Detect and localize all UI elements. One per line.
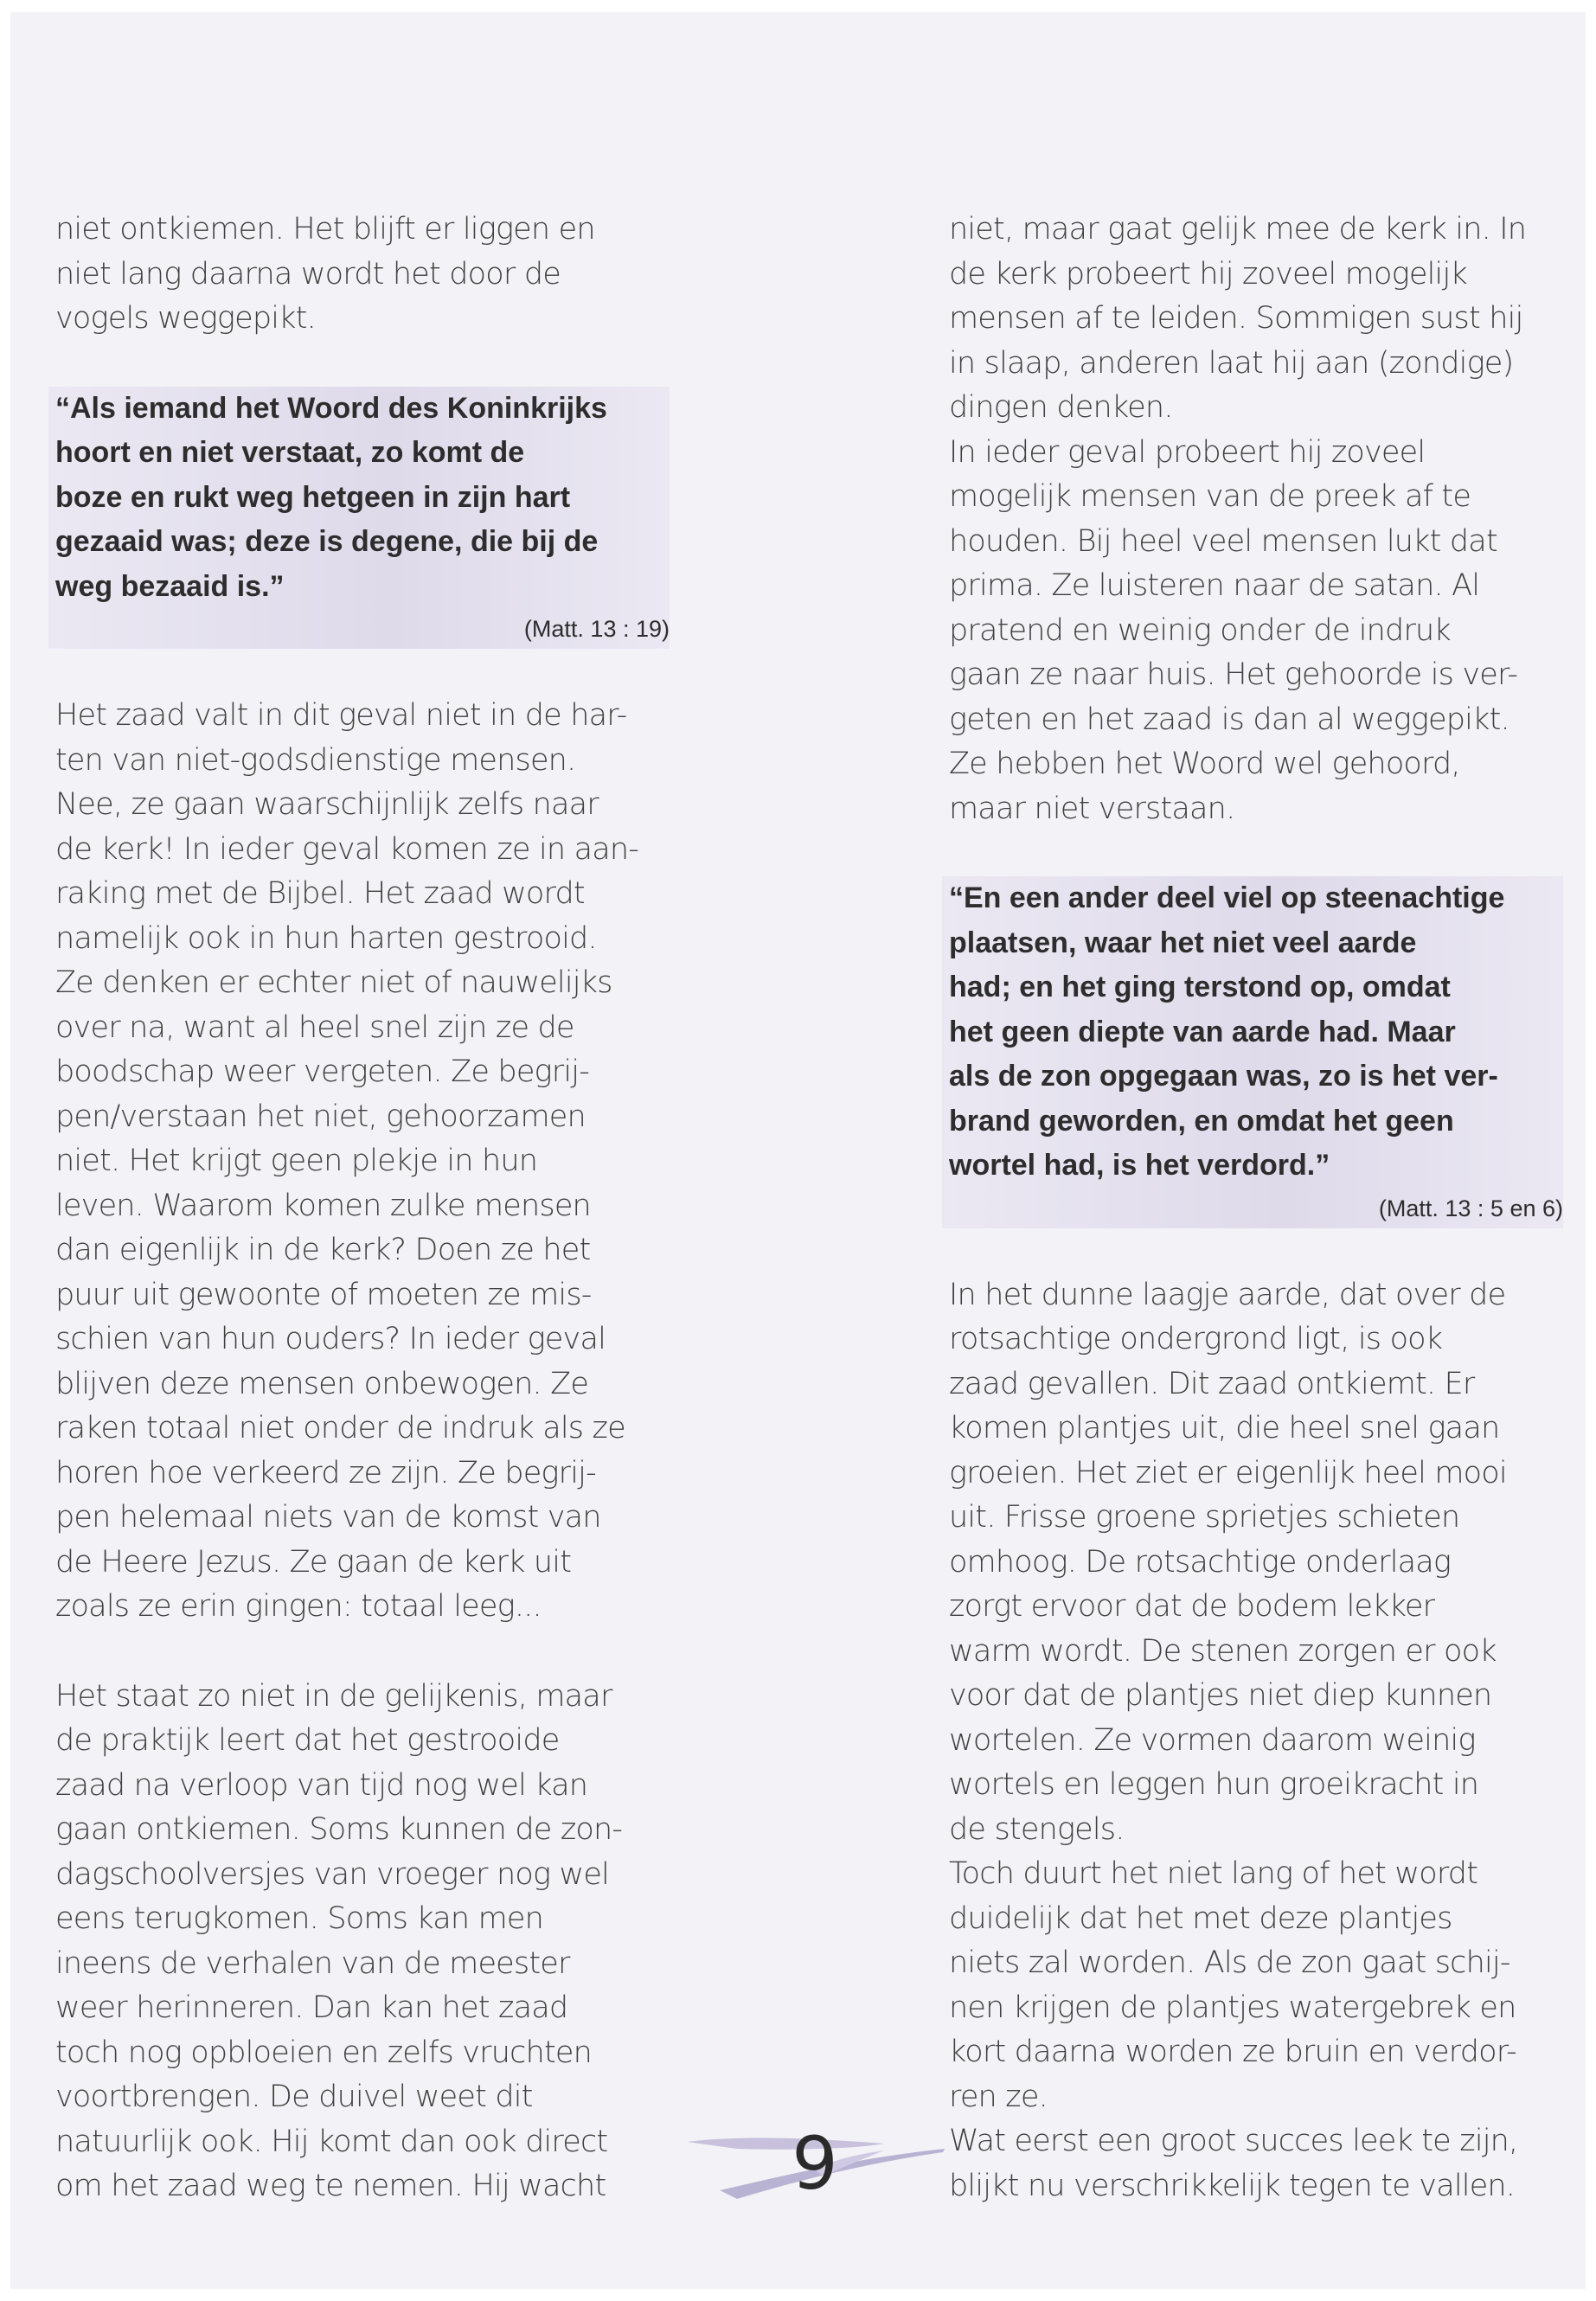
page-number-badge [685, 2121, 945, 2208]
bible-quote-text: “Als iemand het Woord des Koninkrijks hoort en niet verstaat, zo komt de boze en rukt weg hetgeen in zijn hart gezaaid was; deze is degene, die bij de weg bezaaid is.” [55, 391, 607, 603]
bible-quote-reference: (Matt. 13 : 5 en 6) [1378, 1195, 1563, 1221]
spacer [55, 649, 661, 694]
spacer [55, 1630, 661, 1675]
spacer [55, 342, 661, 387]
left-column [55, 208, 670, 2209]
bible-quote-reference: (Matt. 13 : 19) [523, 616, 670, 642]
left-paragraph-3: Het staat zo niet in de gelijkenis, maar de praktijk leert dat het gestrooide zaad na verloop van tijd nog wel kan gaan ontkiemen. Soms kunnen de zon- dagschoolversjes van vroeger nog wel eens terugkomen. Soms kan men ineens de verhalen van de meester weer herinneren. Dan kan het zaad toch nog opbloeien en zelfs vruchten voortbrengen. De duivel weet dit natuurlijk ook. Hij komt dan ook direct om het zaad weg te nemen. Hij wacht [55, 1678, 623, 2203]
right-paragraph-1: niet, maar gaat gelijk mee de kerk in. In de kerk probeert hij zoveel mogelijk mensen af te leiden. Sommigen sust hij in slaap, anderen laat hij aan (zondige) dingen denken. In ieder geval probeert hij zoveel mogelijk mensen van de preek af te houden. Bij heel veel mensen lukt dat prima. Ze luisteren naar de satan. Al pratend en weinig onder de indruk gaan ze naar huis. Het gehoorde is ver- geten en het zaad is dan al weggepikt. Ze hebben het Woord wel gehoord, maar niet verstaan. [949, 212, 1527, 826]
right-paragraph-2: In het dunne laagje aarde, dat over de rotsachtige ondergrond ligt, is ook zaad gevallen. Dit zaad ontkiemt. Er komen plantjes uit, die heel snel gaan groeien. Het ziet er eigenlijk heel mooi uit. Frisse groene sprietjes schieten omhoog. De rotsachtige onderlaag zorgt ervoor dat de bodem lekker warm wordt. De stenen zorgen er ook voor dat de plantjes niet diep kunnen wortelen. Ze vormen daarom weinig wortels en leggen hun groeikracht in de stengels. Toch duurt het niet lang of het wordt duidelijk dat het met deze plantjes niets zal worden. Als de zon gaat schij- nen krijgen de plantjes watergebrek en kort daarna worden ze bruin en verdor- ren ze. Wat eerst een groot succes leek te zijn, blijkt nu verschrikkelijk tegen te vallen. [949, 1277, 1518, 2203]
page [10, 12, 1586, 2289]
right-column [949, 208, 1563, 2208]
page-number: 9 [792, 2121, 838, 2206]
left-paragraph-1: niet ontkiemen. Het blijft er liggen en niet lang daarna wordt het door de vogels weggepikt. [55, 212, 595, 336]
spacer [949, 1228, 1554, 1273]
bible-quote-text: “En een ander deel viel op steenachtige plaatsen, waar het niet veel aarde had; en het ging terstond op, omdat het geen diepte van aarde had. Maar als de zon opgegaan was, zo is het ver- brand geworden, en omdat het geen wortel had, is het verdord.” [949, 881, 1505, 1182]
spacer [949, 831, 1554, 876]
left-paragraph-2: Het zaad valt in dit geval niet in de har- ten van niet-godsdienstige mensen. Nee, ze gaan waarschijnlijk zelfs naar de kerk! In ieder geval komen ze in aan- raking met de Bijbel. Het zaad wordt namelijk ook in hun harten gestrooid. Ze denken er echter niet of nauwelijks over na, want al heel snel zijn ze de boodschap weer vergeten. Ze begrij- pen/verstaan het niet, gehoorzamen niet. Het krijgt geen plekje in hun leven. Waarom komen zulke mensen dan eigenlijk in de kerk? Doen ze het puur uit gewoonte of moeten ze mis- schien van hun ouders? In ieder geval blijven deze mensen onbewogen. Ze raken totaal niet onder de indruk als ze horen hoe verkeerd ze zijn. Ze begrij- pen helemaal niets van de komst van de Heere Jezus. Ze gaan de kerk uit zoals ze erin gingen: totaal leeg... [55, 698, 639, 1624]
bible-quote-box [942, 876, 1563, 1228]
bible-quote-box [48, 387, 670, 650]
